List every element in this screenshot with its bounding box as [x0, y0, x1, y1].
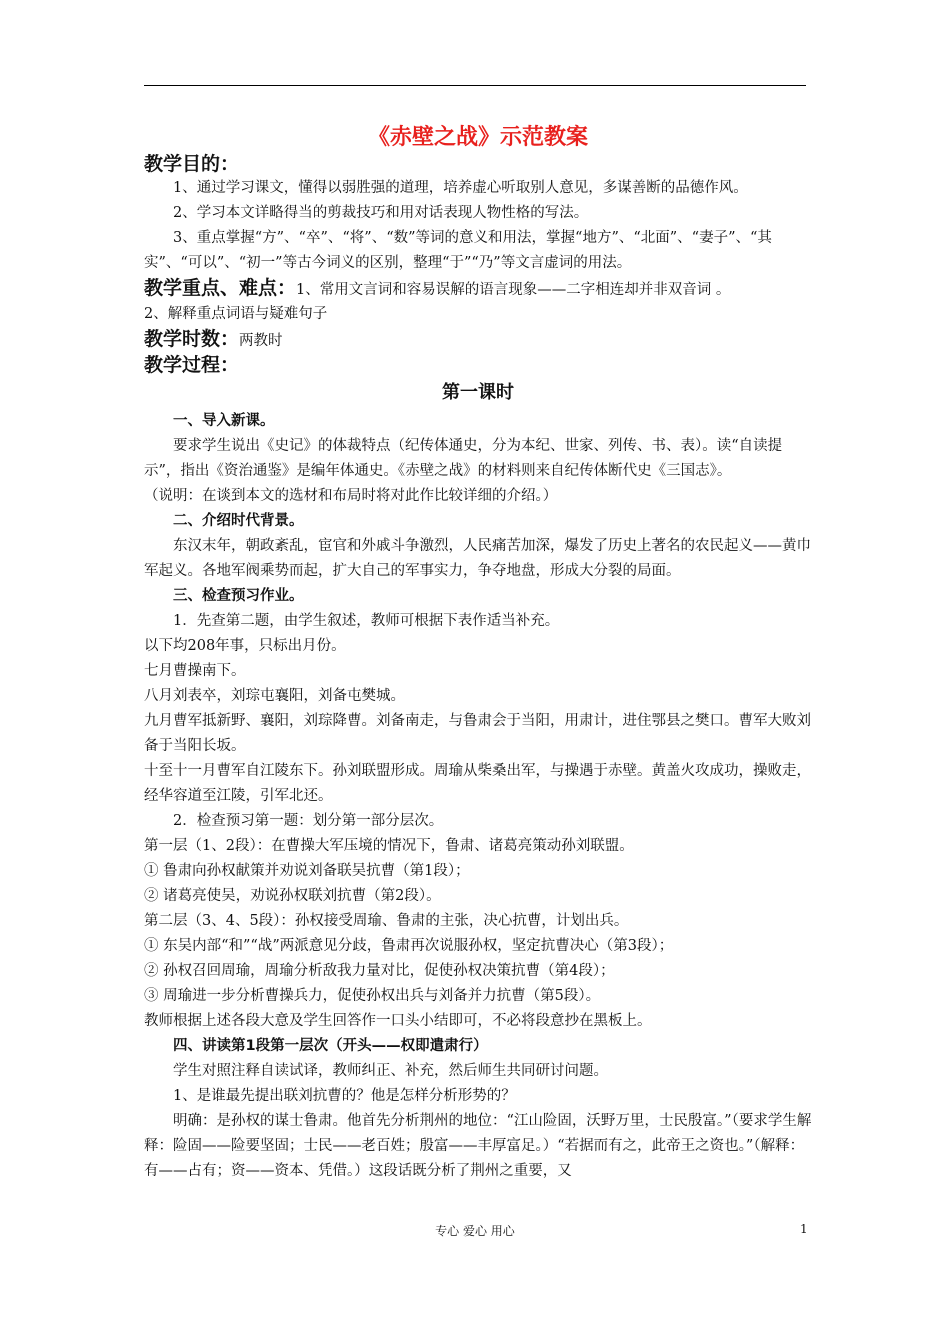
section-3-line: 第二层（3、4、5段）：孙权接受周瑜、鲁肃的主张，决心抗曹，计划出兵。	[144, 913, 629, 929]
process-heading: 教学过程：	[144, 354, 240, 376]
section-3-line: ② 诸葛亮使吴，劝说孙权联刘抗曹（第2段）。	[144, 888, 441, 904]
section-3-line: 2．检查预习第一题：划分第一部分层次。	[173, 813, 444, 829]
document-title: 《赤壁之战》示范教案	[367, 125, 588, 150]
objective-1: 1、通过学习课文，懂得以弱胜强的道理，培养虚心听取别人意见，多谋善断的品德作风。	[173, 180, 748, 196]
section-3-line: ② 孙权召回周瑜，周瑜分析敌我力量对比，促使孙权决策抗曹（第4段）；	[144, 963, 615, 979]
section-3-line: ① 鲁肃向孙权献策并劝说刘备联吴抗曹（第1段）；	[144, 863, 470, 879]
section-1-note: （说明：在谈到本文的选材和布局时将对此作比较详细的介绍。）	[144, 488, 558, 504]
hours-row	[144, 327, 812, 353]
section-4-question: 1、是谁最先提出联刘抗曹的？他是怎样分析形势的？	[173, 1088, 516, 1104]
section-1-paragraph: 要求学生说出《史记》的体裁特点（纪传体通史，分为本纪、世家、列传、书、表）。读“自读提示”，指出《资治通鉴》是编年体通史。《赤壁之战》的材料则来自纪传体断代史《三国志》。	[144, 438, 783, 479]
page-number: 1	[800, 1222, 808, 1236]
section-4-paragraph: 学生对照注释自读试译，教师纠正、补充，然后师生共同研讨问题。	[173, 1063, 608, 1079]
section-3-line: 教师根据上述各段大意及学生回答作一口头小结即可，不必将段意抄在黑板上。	[144, 1013, 652, 1029]
hours-heading: 教学时数：	[144, 328, 240, 350]
keypoints-line-1: 1、常用文言词和容易误解的语言现象——二字相连却并非双音词 。	[296, 282, 731, 298]
section-3-line: 七月曹操南下。	[144, 663, 246, 679]
objective-2: 2、学习本文详略得当的剪裁技巧和用对话表现人物性格的写法。	[173, 205, 589, 221]
section-4-answer: 明确：是孙权的谋士鲁肃。他首先分析荆州的地位：“江山险固，沃野万里，士民殷富。”（要求学生解释：险固——险要坚固；士民——老百姓；殷富——丰厚富足。）“若据而有之，此帝王之资也。”（解释：有——占有；资——资本、凭借。）这段话既分析了荆州之重要，又	[144, 1113, 812, 1179]
section-3-line: 九月曹军抵新野、襄阳，刘琮降曹。刘备南走，与鲁肃会于当阳，用肃计，进住鄂县之樊口。曹军大败刘备于当阳长坂。	[144, 713, 811, 754]
section-3-line: ① 东吴内部“和”“战”两派意见分歧，鲁肃再次说服孙权，坚定抗曹决心（第3段）；	[144, 938, 674, 954]
section-2-paragraph: 东汉末年，朝政紊乱，宦官和外戚斗争激烈，人民痛苦加深，爆发了历史上著名的农民起义——黄巾军起义。各地军阀乘势而起，扩大自己的军事实力，争夺地盘，形成大分裂的局面。	[144, 538, 811, 579]
objectives-heading: 教学目的：	[144, 153, 240, 175]
section-1-heading: 一、导入新课。	[173, 413, 275, 429]
section-3-line: 第一层（1、2段）：在曹操大军压境的情况下，鲁肃、诸葛亮策动孙刘联盟。	[144, 838, 634, 854]
hours-value: 两教时	[239, 333, 283, 349]
document-body	[144, 124, 812, 1184]
section-3-line: 十至十一月曹军自江陵东下。孙刘联盟形成。周瑜从柴桑出军，与操遇于赤壁。黄盖火攻成功，操败走，经华容道至江陵，引军北还。	[144, 763, 811, 804]
keypoints-row	[144, 276, 812, 302]
section-3-line: ③ 周瑜进一步分析曹操兵力，促使孙权出兵与刘备并力抗曹（第5段）。	[144, 988, 601, 1004]
header-rule	[144, 85, 806, 86]
lesson-title: 第一课时	[442, 382, 514, 403]
section-2-heading: 二、介绍时代背景。	[173, 513, 304, 529]
section-3-line: 八月刘表卒，刘琮屯襄阳，刘备屯樊城。	[144, 688, 405, 704]
section-4-heading: 四、讲读第1段第一层次（开头——权即遣肃行）	[173, 1038, 488, 1054]
keypoints-heading: 教学重点、难点：	[144, 277, 297, 299]
objective-3: 3、重点掌握“方”、“卒”、“将”、“数”等词的意义和用法，掌握“地方”、“北面”、“妻子”、“其实”、“可以”、“初一”等古今词义的区别，整理“于”“乃”等文言虚词的用法。	[144, 230, 772, 271]
section-3-line: 1．先查第二题，由学生叙述，教师可根据下表作适当补充。	[173, 613, 560, 629]
footer-motto: 专心 爱心 用心	[435, 1224, 515, 1238]
section-3-heading: 三、检查预习作业。	[173, 588, 304, 604]
section-3-line: 以下均208年事，只标出月份。	[144, 638, 346, 654]
keypoints-line-2: 2、解释重点词语与疑难句子	[144, 306, 328, 322]
